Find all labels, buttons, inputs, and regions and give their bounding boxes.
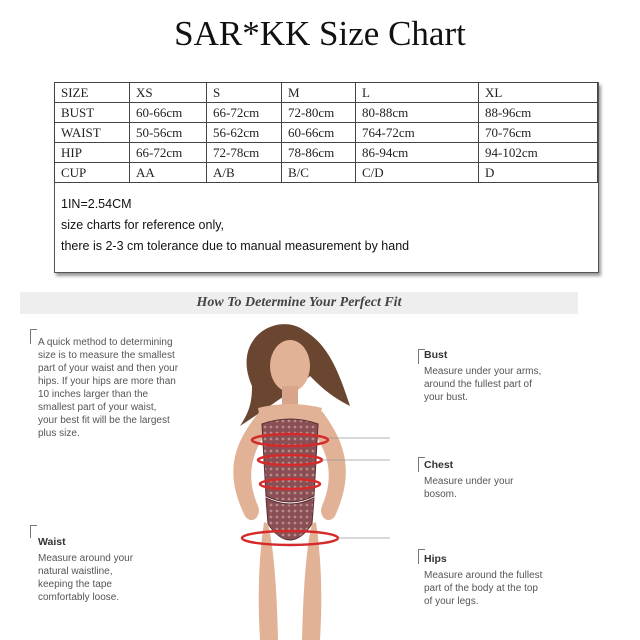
table-cell: 78-86cm [282, 143, 356, 163]
hips-line: part of the body at the top [424, 583, 538, 594]
table-cell: 80-88cm [356, 103, 479, 123]
row-label-cell: WAIST [55, 123, 130, 143]
table-row [55, 143, 598, 163]
table-cell: 66-72cm [207, 103, 282, 123]
table-cell: B/C [282, 163, 356, 183]
chest-section [424, 459, 594, 501]
model-figure [190, 316, 390, 640]
bust-line: Measure under your arms, [424, 366, 542, 377]
size-table-panel [54, 82, 599, 273]
table-cell: 60-66cm [282, 123, 356, 143]
hips-section [424, 553, 594, 608]
table-cell: AA [130, 163, 207, 183]
table-header-row [55, 83, 598, 103]
table-row [55, 123, 598, 143]
waist-heading: Waist [38, 536, 66, 548]
table-cell: 60-66cm [130, 103, 207, 123]
briefs [266, 498, 314, 540]
right-leg [302, 522, 321, 640]
bust-heading: Bust [424, 349, 448, 361]
table-cell: L [356, 83, 479, 103]
table-row [55, 163, 598, 183]
intro-line: A quick method to determining [38, 337, 173, 348]
table-cell: C/D [356, 163, 479, 183]
intro-line: hips. If your hips are more than [38, 376, 176, 387]
hips-line: Measure around the fullest [424, 570, 543, 581]
hips-line: of your legs. [424, 596, 479, 607]
waist-line: keeping the tape [38, 579, 112, 590]
table-cell: 86-94cm [356, 143, 479, 163]
table-cell: 66-72cm [130, 143, 207, 163]
intro-line: part of your waist and then your [38, 363, 179, 374]
hips-heading: Hips [424, 553, 447, 565]
face-shape [270, 340, 310, 392]
left-leg [259, 522, 278, 640]
fit-heading-band [20, 292, 578, 314]
intro-line: smallest part of your waist, [38, 402, 157, 413]
row-label-cell: BUST [55, 103, 130, 123]
row-label-cell: HIP [55, 143, 130, 163]
fit-intro [38, 336, 208, 440]
intro-line: your best fit will be the largest [38, 415, 170, 426]
table-cell: 50-56cm [130, 123, 207, 143]
chest-heading: Chest [424, 459, 454, 471]
note-conversion: 1IN=2.54CM [61, 197, 132, 211]
waist-line: comfortably loose. [38, 592, 120, 603]
intro-line: 10 inches larger than the [38, 389, 149, 400]
fit-heading: How To Determine Your Perfect Fit [196, 295, 402, 310]
table-cell: 764-72cm [356, 123, 479, 143]
table-cell: XS [130, 83, 207, 103]
table-cell: 72-78cm [207, 143, 282, 163]
table-notes [61, 194, 409, 257]
bust-line: your bust. [424, 392, 468, 403]
table-cell: 70-76cm [479, 123, 598, 143]
note-reference: size charts for reference only, [61, 218, 225, 232]
chest-line: bosom. [424, 489, 457, 500]
size-table [54, 82, 598, 183]
table-cell: 72-80cm [282, 103, 356, 123]
table-cell: 56-62cm [207, 123, 282, 143]
waist-line: Measure around your [38, 553, 134, 564]
waist-section [38, 536, 168, 604]
table-cell: D [479, 163, 598, 183]
table-row [55, 103, 598, 123]
intro-bracket [30, 329, 37, 344]
table-cell: XL [479, 83, 598, 103]
page-title: SAR*KK Size Chart [174, 14, 466, 53]
table-cell: M [282, 83, 356, 103]
waist-bracket [30, 525, 37, 538]
intro-line: plus size. [38, 428, 80, 439]
chest-line: Measure under your [424, 476, 514, 487]
bust-section [424, 349, 594, 404]
table-cell: A/B [207, 163, 282, 183]
bust-line: around the fullest part of [424, 379, 532, 390]
table-cell: S [207, 83, 282, 103]
note-tolerance: there is 2-3 cm tolerance due to manual measurement by hand [61, 239, 410, 253]
waist-line: natural waistline, [38, 566, 113, 577]
table-cell: 94-102cm [479, 143, 598, 163]
row-label-cell: CUP [55, 163, 130, 183]
row-label-cell: SIZE [55, 83, 130, 103]
intro-line: size is to measure the smallest [38, 350, 175, 361]
table-cell: 88-96cm [479, 103, 598, 123]
